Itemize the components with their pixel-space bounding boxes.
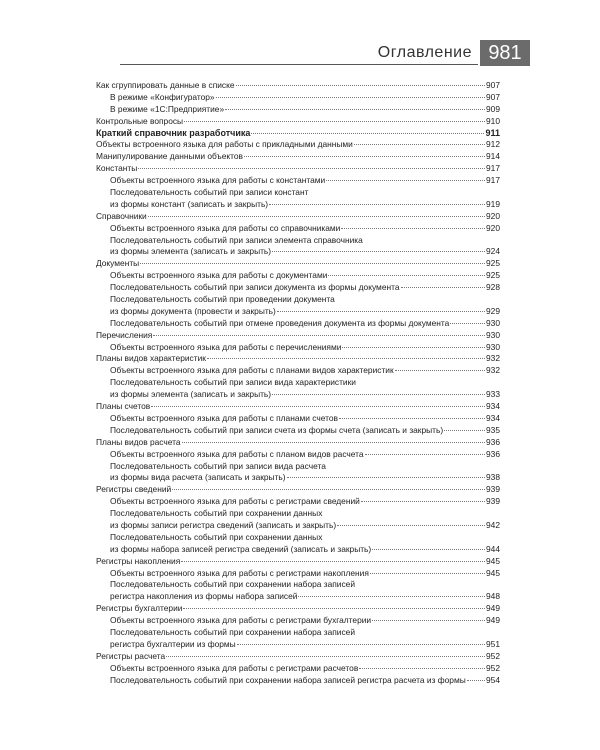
- toc-entry-title: Объекты встроенного языка для работы с регистрами накопления: [110, 567, 369, 578]
- toc-entry-page: 919: [486, 198, 500, 209]
- dot-leader: [272, 251, 485, 252]
- toc-entry-page: 914: [486, 151, 500, 162]
- dot-leader: [342, 347, 485, 348]
- toc-subsection[interactable]: [96, 472, 500, 484]
- toc-entry-page: 920: [486, 210, 500, 221]
- toc-subsection[interactable]: [96, 663, 500, 675]
- dot-leader: [166, 656, 485, 657]
- toc-subsection[interactable]: [96, 520, 500, 532]
- toc-subsection[interactable]: [96, 568, 500, 580]
- dot-leader: [372, 620, 485, 621]
- toc-entry-title: Последовательность событий при сохранении набора записей: [110, 579, 355, 590]
- toc-entry-title: Справочники: [96, 210, 147, 221]
- toc-section[interactable]: [96, 330, 500, 342]
- toc-entry-title: Объекты встроенного языка для работы с регистрами сведений: [110, 496, 360, 507]
- toc-entry-page: 945: [486, 567, 500, 578]
- toc-entry-title: Манипулирование данными объектов: [96, 151, 244, 162]
- toc-entry-page: 928: [486, 282, 500, 293]
- dot-leader: [237, 644, 485, 645]
- toc-entry-title: из формы элемента (записать и закрыть): [110, 389, 272, 400]
- toc-subsection[interactable]: [96, 639, 500, 651]
- toc-subsection[interactable]: [96, 425, 500, 437]
- toc-subsection[interactable]: [96, 282, 500, 294]
- toc-subsection[interactable]: [96, 342, 500, 354]
- toc-subsection[interactable]: [96, 615, 500, 627]
- dot-leader: [341, 228, 485, 229]
- dot-leader: [277, 311, 485, 312]
- toc-entry-title: Планы счетов: [96, 401, 151, 412]
- toc-entry-title: регистра бухгалтерии из формы: [110, 638, 236, 649]
- section-title: Оглавление: [377, 44, 472, 61]
- toc-entry-page: 939: [486, 496, 500, 507]
- toc-section[interactable]: [96, 163, 500, 175]
- toc-entry-page: 930: [486, 341, 500, 352]
- toc-subsection[interactable]: [96, 591, 500, 603]
- dot-leader: [298, 596, 485, 597]
- toc-entry-page: 910: [486, 115, 500, 126]
- toc-entry-title: Последовательность событий при записи вида характеристики: [110, 377, 356, 388]
- toc-chapter[interactable]: [96, 128, 500, 140]
- toc-entry-page: 917: [486, 175, 500, 186]
- dot-leader: [244, 156, 485, 157]
- dot-leader: [359, 668, 485, 669]
- toc-entry-page: 936: [486, 436, 500, 447]
- toc-entry-title: Последовательность событий при записи элемента справочника: [110, 234, 363, 245]
- dot-leader: [450, 323, 485, 324]
- header-rule: [120, 64, 478, 65]
- toc-entry-title: Документы: [96, 258, 140, 269]
- toc-subsection[interactable]: [96, 175, 500, 187]
- dot-leader: [148, 216, 485, 217]
- toc-entry-title: Последовательность событий при сохранении данных: [110, 508, 323, 519]
- toc-entry-title: из формы вида расчета (записать и закрыть): [110, 472, 286, 483]
- toc-entry-page: 951: [486, 638, 500, 649]
- toc-entry-title: В режиме «1С:Предприятие»: [110, 103, 225, 114]
- toc-section[interactable]: [96, 80, 500, 92]
- running-header: [120, 44, 530, 70]
- toc-entry-page: 932: [486, 353, 500, 364]
- toc-entry-title: Объекты встроенного языка для работы с прикладными данными: [96, 139, 353, 150]
- toc-entry-title: Последовательность событий при записи документа из формы документа: [110, 282, 400, 293]
- toc-subsection[interactable]: [96, 187, 500, 199]
- toc-section[interactable]: [96, 139, 500, 151]
- toc-entry-page: 954: [486, 674, 500, 685]
- dot-leader: [181, 561, 485, 562]
- toc-subsection[interactable]: [96, 235, 500, 247]
- dot-leader: [337, 525, 485, 526]
- toc-section[interactable]: [96, 151, 500, 163]
- toc-entry-page: 934: [486, 401, 500, 412]
- dot-leader: [361, 501, 485, 502]
- dot-leader: [372, 549, 485, 550]
- dot-leader: [370, 573, 485, 574]
- toc-section[interactable]: [96, 437, 500, 449]
- toc-section[interactable]: [96, 651, 500, 663]
- toc-section[interactable]: [96, 353, 500, 365]
- toc-entry-page: 925: [486, 258, 500, 269]
- toc-entry-title: регистра накопления из формы набора записей: [110, 591, 298, 602]
- toc-section[interactable]: [96, 603, 500, 615]
- dot-leader: [467, 680, 485, 681]
- toc-subsection[interactable]: [96, 318, 500, 330]
- toc-entry-page: 939: [486, 484, 500, 495]
- dot-leader: [183, 608, 485, 609]
- toc-entry-page: 948: [486, 591, 500, 602]
- dot-leader: [395, 370, 485, 371]
- toc-entry-page: 952: [486, 662, 500, 673]
- toc-entry-page: 907: [486, 91, 500, 102]
- toc-entry-page: 932: [486, 365, 500, 376]
- toc-entry-page: 949: [486, 603, 500, 614]
- toc-entry-title: Последовательность событий при записи констант: [110, 187, 309, 198]
- toc-entry-title: Последовательность событий при записи вида расчета: [110, 460, 326, 471]
- toc-entry-page: 933: [486, 389, 500, 400]
- dot-leader: [287, 477, 485, 478]
- table-of-contents: [96, 80, 500, 686]
- toc-entry-title: Объекты встроенного языка для работы с константами: [110, 175, 326, 186]
- toc-entry-title: Последовательность событий при проведении документа: [110, 294, 335, 305]
- toc-entry-title: Последовательность событий при сохранении набора записей регистра расчета из формы: [110, 674, 466, 685]
- dot-leader: [172, 489, 485, 490]
- toc-entry-page: 945: [486, 555, 500, 566]
- toc-subsection[interactable]: [96, 627, 500, 639]
- toc-subsection[interactable]: [96, 294, 500, 306]
- toc-subsection[interactable]: [96, 544, 500, 556]
- dot-leader: [151, 406, 485, 407]
- toc-entry-title: Константы: [96, 163, 138, 174]
- dot-leader: [326, 180, 485, 181]
- toc-entry-title: Перечисления: [96, 329, 153, 340]
- dot-leader: [251, 133, 484, 134]
- toc-subsection[interactable]: [96, 532, 500, 544]
- toc-subsection[interactable]: [96, 199, 500, 211]
- toc-entry-page: 942: [486, 519, 500, 530]
- toc-entry-page: 952: [486, 650, 500, 661]
- toc-entry-page: 938: [486, 472, 500, 483]
- toc-section[interactable]: [96, 556, 500, 568]
- toc-entry-title: Объекты встроенного языка для работы с планами видов характеристик: [110, 365, 394, 376]
- toc-entry-title: Регистры накопления: [96, 555, 181, 566]
- toc-entry-title: Последовательность событий при отмене проведения документа из формы документа: [110, 317, 450, 328]
- page-number: 981: [480, 40, 530, 66]
- toc-subsection[interactable]: [96, 461, 500, 473]
- toc-subsection[interactable]: [96, 675, 500, 687]
- toc-entry-page: 912: [486, 139, 500, 150]
- toc-entry-title: Объекты встроенного языка для работы с планами счетов: [110, 412, 338, 423]
- toc-entry-title: Объекты встроенного языка для работы с планом видов расчета: [110, 448, 364, 459]
- toc-entry-page: 930: [486, 317, 500, 328]
- toc-subsection[interactable]: [96, 579, 500, 591]
- toc-entry-page: 909: [486, 103, 500, 114]
- toc-entry-title: Объекты встроенного языка для работы с документами: [110, 270, 328, 281]
- toc-entry-page: 917: [486, 163, 500, 174]
- toc-entry-page: 936: [486, 448, 500, 459]
- toc-entry-title: Объекты встроенного языка для работы со справочниками: [110, 222, 341, 233]
- toc-entry-page: 929: [486, 305, 500, 316]
- dot-leader: [272, 394, 485, 395]
- dot-leader: [365, 454, 485, 455]
- toc-entry-page: 935: [486, 424, 500, 435]
- dot-leader: [339, 418, 485, 419]
- dot-leader: [216, 97, 485, 98]
- toc-entry-title: Регистры бухгалтерии: [96, 603, 183, 614]
- dot-leader: [184, 121, 485, 122]
- dot-leader: [401, 287, 486, 288]
- toc-entry-page: 944: [486, 543, 500, 554]
- toc-subsection[interactable]: [96, 413, 500, 425]
- toc-subsection[interactable]: [96, 365, 500, 377]
- toc-entry-title: Краткий справочник разработчика: [96, 127, 251, 138]
- toc-entry-title: Объекты встроенного языка для работы с регистрами бухгалтерии: [110, 615, 372, 626]
- toc-section[interactable]: [96, 211, 500, 223]
- toc-entry-page: 924: [486, 246, 500, 257]
- dot-leader: [328, 275, 485, 276]
- toc-entry-title: Как сгруппировать данные в списке: [96, 80, 235, 90]
- toc-subsection[interactable]: [96, 270, 500, 282]
- toc-entry-page: 934: [486, 412, 500, 423]
- toc-subsection[interactable]: [96, 223, 500, 235]
- dot-leader: [182, 442, 485, 443]
- toc-subsection[interactable]: [96, 389, 500, 401]
- dot-leader: [269, 204, 485, 205]
- dot-leader: [225, 109, 485, 110]
- toc-entry-title: из формы констант (записать и закрыть): [110, 198, 269, 209]
- toc-entry-page: 907: [486, 80, 500, 90]
- toc-entry-title: Последовательность событий при записи счета из формы счета (записать и закрыть): [110, 424, 444, 435]
- toc-subsection[interactable]: [96, 496, 500, 508]
- toc-section[interactable]: [96, 258, 500, 270]
- toc-entry-page: 925: [486, 270, 500, 281]
- toc-entry-title: из формы документа (провести и закрыть): [110, 305, 276, 316]
- toc-entry-title: из формы записи регистра сведений (записать и закрыть): [110, 519, 337, 530]
- toc-entry-title: Контрольные вопросы: [96, 115, 184, 126]
- toc-subsection[interactable]: [96, 92, 500, 104]
- toc-subsection[interactable]: [96, 508, 500, 520]
- toc-entry-title: Последовательность событий при сохранении данных: [110, 531, 323, 542]
- toc-entry-title: Планы видов характеристик: [96, 353, 206, 364]
- toc-entry-title: Регистры сведений: [96, 484, 172, 495]
- toc-entry-page: 930: [486, 329, 500, 340]
- toc-entry-page: 949: [486, 615, 500, 626]
- toc-entry-title: Объекты встроенного языка для работы с перечислениями: [110, 341, 342, 352]
- toc-entry-page: 920: [486, 222, 500, 233]
- toc-entry-title: из формы элемента (записать и закрыть): [110, 246, 272, 257]
- toc-subsection[interactable]: [96, 377, 500, 389]
- toc-entry-title: Последовательность событий при сохранении набора записей: [110, 626, 355, 637]
- dot-leader: [354, 144, 485, 145]
- toc-subsection[interactable]: [96, 449, 500, 461]
- toc-entry-title: В режиме «Конфигуратор»: [110, 91, 215, 102]
- dot-leader: [140, 263, 485, 264]
- toc-entry-title: Регистры расчета: [96, 650, 166, 661]
- toc-section[interactable]: [96, 401, 500, 413]
- toc-section[interactable]: [96, 116, 500, 128]
- toc-subsection[interactable]: [96, 306, 500, 318]
- dot-leader: [236, 85, 485, 86]
- dot-leader: [138, 168, 485, 169]
- toc-entry-title: Планы видов расчета: [96, 436, 181, 447]
- dot-leader: [153, 335, 485, 336]
- toc-section[interactable]: [96, 484, 500, 496]
- toc-subsection[interactable]: [96, 246, 500, 258]
- toc-entry-page: 911: [485, 127, 500, 138]
- toc-subsection[interactable]: [96, 104, 500, 116]
- toc-entry-title: Объекты встроенного языка для работы с регистрами расчетов: [110, 662, 359, 673]
- dot-leader: [444, 430, 485, 431]
- toc-entry-title: из формы набора записей регистра сведений (записать и закрыть): [110, 543, 372, 554]
- dot-leader: [207, 358, 485, 359]
